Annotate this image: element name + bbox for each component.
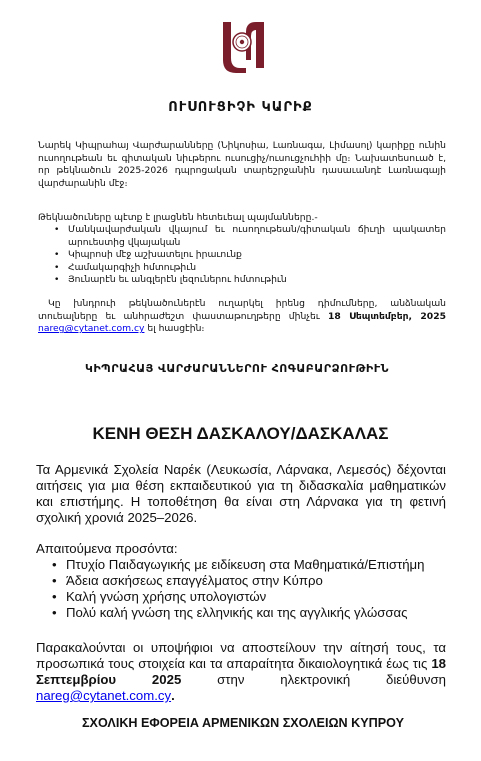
- armenian-letters-seal-logo: [218, 18, 268, 74]
- list-item: • Άδεια ασκήσεως επαγγέλματος στην Κύπρο: [52, 573, 452, 589]
- armenian-title: ՈՒՍՈՒՑԻՉԻ ԿԱՐԻՔ: [168, 100, 313, 115]
- greek-email-link[interactable]: nareg@cytanet.com.cy: [36, 688, 172, 703]
- greek-closing-end: .: [171, 688, 175, 703]
- list-item: • Կիպրոսի մէջ աշխատելու իրաւունք: [56, 249, 446, 262]
- armenian-closing-text: Կը խնդրուի թեկնածուներէն ուղարկել իրենց դիմումները, անձնական տուեալները եւ անհրաժեշտ փաստաթուղթերը մինչեւ: [38, 298, 446, 322]
- armenian-intro: Նարեկ Կիպրահայ Վարժարանները (Նիկոսիա, Լառնագա, Լիմասոլ) կարիքը ունին ուսողութեան եւ գիտական նիւթերու ուսուցիչ/ուսուցչուհիի մը։ Նախատեսուած է, որ թեկնածուն 2025-2026 դպրոցական տարեշրջանին դասաւանդէ Լառնագայի վարժարանին մէջ։: [38, 140, 446, 189]
- greek-requirements-intro: Απαιτούμενα προσόντα:: [36, 541, 178, 556]
- list-item: • Մանկավարժական վկայում եւ ուսողութեան/գիտական ճիւղի պակատեր արուեստից վկայական: [56, 224, 446, 249]
- armenian-closing-end: ել հասցէին։: [147, 323, 205, 335]
- armenian-email-link[interactable]: nareg@cytanet.com.cy: [38, 323, 145, 335]
- armenian-conditions-intro: Թեկնածուները պէտք է լրացնեն հետեւեալ պայմանները.-: [38, 212, 318, 223]
- greek-closing-mid: στην ηλεκτρονική διεύθυνση: [217, 672, 446, 687]
- greek-closing: [36, 640, 446, 704]
- armenian-signature: ԿԻՊՐԱՀԱՅ ՎԱՐԺԱՐԱՆՆԵՐՈՒ ՀՈԳԱԲԱՐՁՈՒԹԻՒՆ: [85, 362, 389, 375]
- greek-requirements-list: [52, 557, 452, 621]
- list-item: • Πολύ καλή γνώση της ελληνικής και της αγγλικής γλώσσας: [52, 605, 452, 621]
- list-item: • Καλή γνώση χρήσης υπολογιστών: [52, 589, 452, 605]
- greek-signature: ΣΧΟΛΙΚΗ ΕΦΟΡΕΙΑ ΑΡΜΕΝΙΚΩΝ ΣΧΟΛΕΙΩΝ ΚΥΠΡΟΥ: [82, 716, 404, 730]
- armenian-deadline: 18 Սեպտեմբեր, 2025: [327, 310, 446, 322]
- list-item: • Համակարգիչի հմտութիւն: [56, 262, 446, 275]
- greek-intro: Τα Αρμενικά Σχολεία Ναρέκ (Λευκωσία, Λάρνακα, Λεμεσός) δέχονται αιτήσεις για μια θέση εκπαιδευτικού για τη διδασκαλία μαθηματικών και επιστήμης. Η τοποθέτηση θα είναι στη Λάρνακα για τη φετινή σχολική χρονιά 2025–2026.: [36, 462, 446, 525]
- greek-deadline: 18 Σεπτεμβρίου 2025: [36, 656, 446, 687]
- list-item: • Յունարէն եւ անգլերէն լեզուներու հմտութիւն: [56, 274, 446, 287]
- greek-title: ΚΕΝΗ ΘΕΣΗ ΔΑΣΚΑΛΟΥ/ΔΑΣΚΑΛΑΣ: [92, 424, 389, 443]
- armenian-conditions-list: [56, 224, 446, 287]
- armenian-closing: [38, 298, 446, 336]
- greek-closing-text: Παρακαλούνται οι υποψήφιοι να αποστείλουν την αίτησή τους, τα προσωπικά τους στοιχεία και τα απαραίτητα δικαιολογητικά έως τις: [36, 640, 446, 671]
- list-item: • Πτυχίο Παιδαγωγικής με ειδίκευση στα Μαθηματικά/Επιστήμη: [52, 557, 452, 573]
